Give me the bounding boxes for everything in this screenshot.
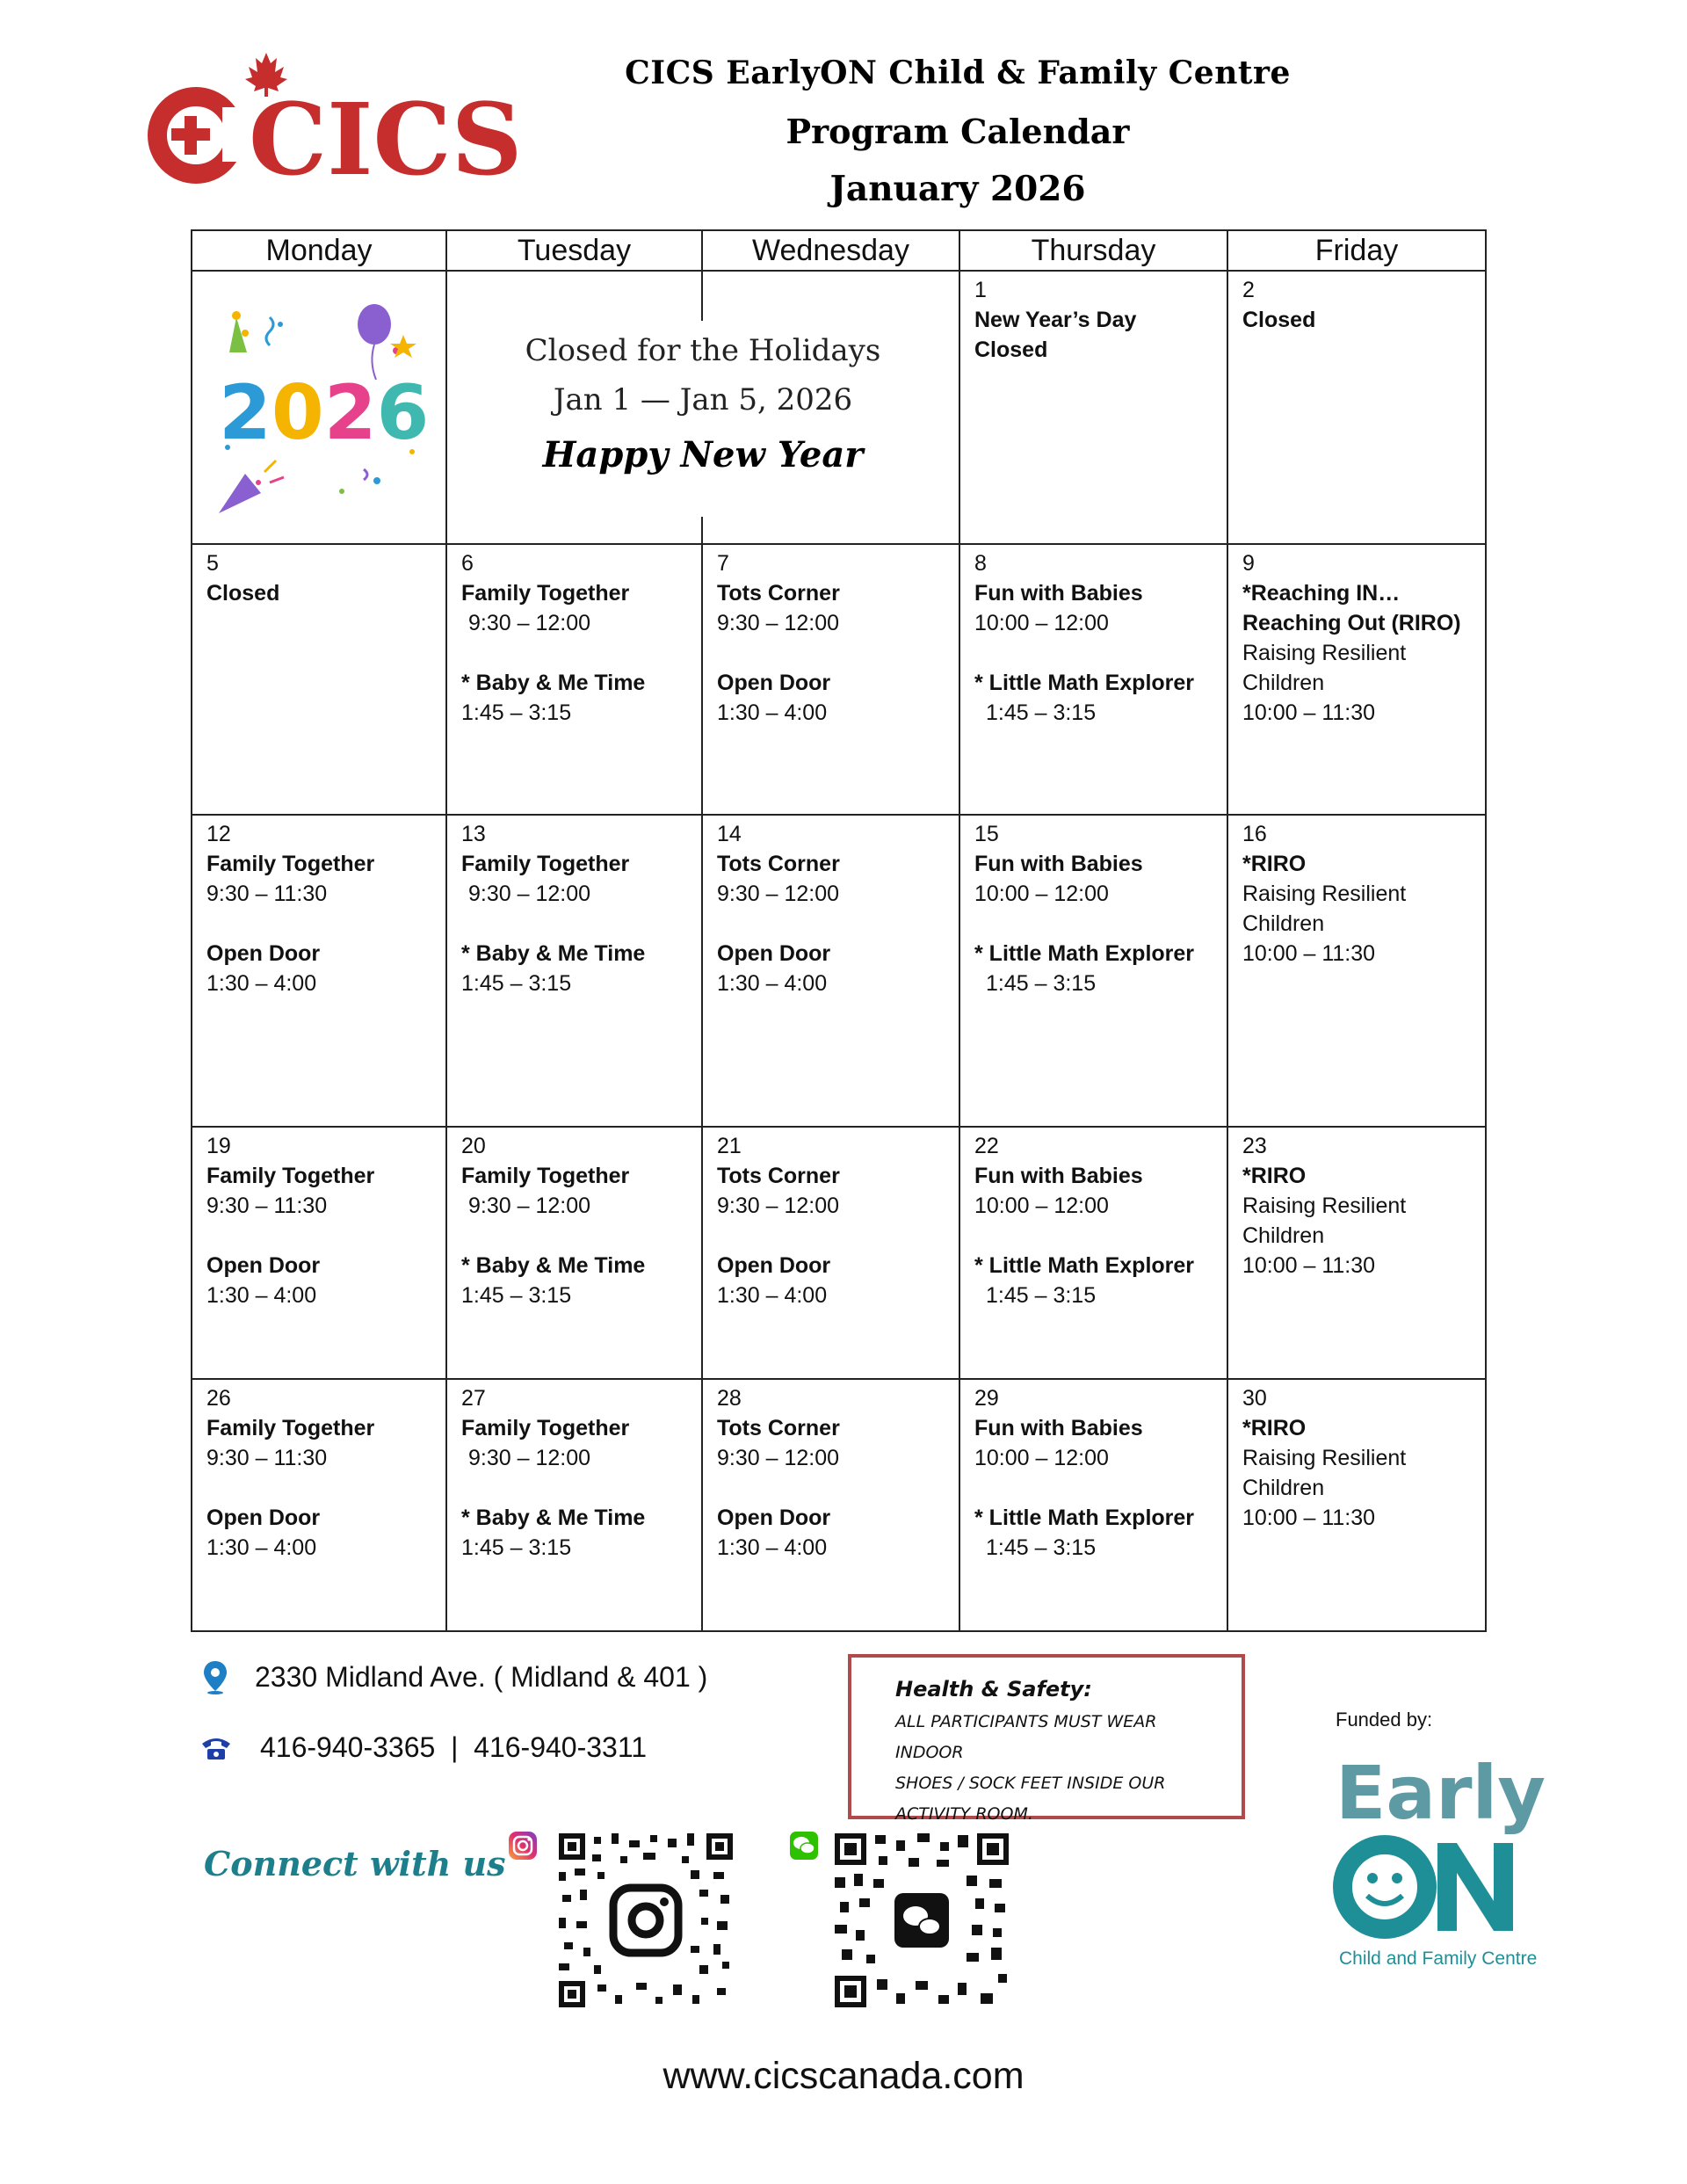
centre-title: CICS EarlyON Child & Family Centre	[625, 54, 1291, 91]
day-cell	[192, 544, 446, 815]
week-row	[192, 1379, 1486, 1631]
program-time: 1:45 – 3:15	[461, 700, 572, 725]
day-cell	[702, 815, 959, 1127]
day-number: 2	[1242, 278, 1255, 302]
program-time: 1:45 – 3:15	[986, 700, 1097, 725]
closed-label: Closed	[1242, 308, 1316, 332]
day-number: 30	[1242, 1386, 1267, 1411]
closed-label: Closed	[206, 581, 280, 606]
location-pin-icon	[202, 1659, 228, 1694]
day-number: 5	[206, 551, 219, 576]
program-time: 1:30 – 4:00	[717, 971, 828, 996]
week-row	[192, 544, 1486, 815]
program-time: 10:00 – 12:00	[974, 882, 1109, 906]
happy-new-year-text: Happy New Year	[542, 434, 864, 475]
day-cell	[192, 1379, 446, 1631]
day-number: 23	[1242, 1134, 1267, 1158]
website-url[interactable]: www.cicscanada.com	[662, 2055, 1025, 2097]
program-time: 1:45 – 3:15	[986, 1283, 1097, 1308]
day-number: 16	[1242, 822, 1267, 846]
program-name: Open Door	[206, 1253, 321, 1278]
day-cell	[959, 1379, 1227, 1631]
day-cell	[959, 1127, 1227, 1379]
program-calendar	[191, 229, 1487, 1632]
program-time: 9:30 – 12:00	[468, 611, 591, 635]
program-time: 9:30 – 11:30	[206, 882, 328, 906]
program-time: 9:30 – 12:00	[468, 882, 591, 906]
column-divider	[701, 517, 703, 543]
day-cell	[446, 1127, 702, 1379]
address-text: 2330 Midland Ave. ( Midland & 401 )	[255, 1660, 708, 1693]
day-number: 1	[974, 278, 987, 302]
program-name: Fun with Babies	[974, 1164, 1143, 1188]
day-number: 8	[974, 551, 987, 576]
weekday-header: Thursday	[959, 230, 1227, 271]
program-name: *RIRO	[1242, 1164, 1307, 1188]
program-name: * Little Math Explorer	[974, 1506, 1195, 1530]
program-time: 1:45 – 3:15	[461, 1283, 572, 1308]
week-row	[192, 815, 1486, 1127]
program-subtitle: Raising Resilient Children	[1242, 1446, 1407, 1500]
day-cell	[702, 1127, 959, 1379]
program-name: Open Door	[717, 941, 831, 966]
day-cell	[1227, 815, 1486, 1127]
day-number: 26	[206, 1386, 231, 1411]
earlyon-logo-word: Early	[1336, 1750, 1546, 1836]
day-cell	[959, 544, 1227, 815]
holiday-closed-text: Closed for the Holidays	[525, 333, 881, 368]
program-name: Tots Corner	[717, 1164, 840, 1188]
logo-text: CICS	[249, 83, 523, 198]
qr-code[interactable]	[559, 1833, 733, 2007]
day-number: 22	[974, 1134, 999, 1158]
program-name: Open Door	[717, 1506, 831, 1530]
day-cell	[959, 271, 1227, 544]
day-number: 20	[461, 1134, 486, 1158]
day-number: 28	[717, 1386, 742, 1411]
funded-by-label: Funded by:	[1336, 1709, 1433, 1731]
day-number: 19	[206, 1134, 231, 1158]
program-time: 10:00 – 11:30	[1242, 700, 1376, 725]
phone-numbers: 416-940-3365 | 416-940-3311	[260, 1731, 648, 1763]
day-number: 14	[717, 822, 742, 846]
program-time: 9:30 – 12:00	[717, 1194, 840, 1218]
program-name: * Baby & Me Time	[461, 1253, 646, 1278]
program-name: Fun with Babies	[974, 1416, 1143, 1440]
earlyon-logo	[1325, 1745, 1545, 1982]
program-time: 9:30 – 11:30	[206, 1194, 328, 1218]
program-name: * Little Math Explorer	[974, 671, 1195, 695]
day-number: 9	[1242, 551, 1255, 576]
holiday-banner	[447, 326, 959, 486]
program-name: Family Together	[461, 852, 630, 876]
program-name: Reaching Out (RIRO)	[1242, 611, 1461, 635]
day-cell	[446, 1379, 702, 1631]
closed-label: Closed	[974, 337, 1048, 362]
column-divider	[701, 272, 703, 321]
program-time: 10:00 – 11:30	[1242, 1253, 1376, 1278]
program-time: 10:00 – 11:30	[1242, 941, 1376, 966]
qr-code[interactable]	[835, 1833, 1009, 2007]
program-subtitle: Raising Resilient Children	[1242, 641, 1407, 695]
week-row	[192, 271, 1486, 544]
program-time: 9:30 – 12:00	[468, 1446, 591, 1470]
phone-row	[199, 1731, 647, 1764]
health-safety-title: Health & Safety:	[895, 1677, 1092, 1701]
program-time: 1:30 – 4:00	[717, 700, 828, 725]
program-name: Open Door	[717, 1253, 831, 1278]
holiday-date-range: Jan 1 — Jan 5, 2026	[553, 382, 853, 417]
weekday-header: Tuesday	[446, 230, 702, 271]
weekday-header: Friday	[1227, 230, 1486, 271]
health-safety-notice	[848, 1654, 1245, 1824]
program-name: Fun with Babies	[974, 581, 1143, 606]
cics-logo	[145, 46, 523, 198]
program-name: Family Together	[206, 1416, 375, 1440]
day-number: 7	[717, 551, 729, 576]
connect-with-us-label: Connect with us	[204, 1844, 506, 1883]
address-row	[202, 1659, 707, 1694]
health-safety-text: SHOES / SOCK FEET INSIDE OUR	[895, 1774, 1166, 1793]
program-name: Open Door	[717, 671, 831, 695]
day-number: 21	[717, 1134, 742, 1158]
program-name: * Baby & Me Time	[461, 1506, 646, 1530]
program-name: * Little Math Explorer	[974, 1253, 1195, 1278]
program-time: 1:30 – 4:00	[206, 1535, 317, 1560]
program-time: 1:45 – 3:15	[986, 971, 1097, 996]
calendar-month: January 2026	[829, 169, 1086, 209]
program-name: Open Door	[206, 941, 321, 966]
day-cell	[702, 1379, 959, 1631]
holiday-name: New Year’s Day	[974, 308, 1137, 332]
health-safety-text: ALL PARTICIPANTS MUST WEAR INDOOR	[895, 1712, 1157, 1762]
program-name: Family Together	[461, 581, 630, 606]
program-name: Tots Corner	[717, 1416, 840, 1440]
program-name: *RIRO	[1242, 852, 1307, 876]
day-cell	[446, 544, 702, 815]
program-time: 1:30 – 4:00	[206, 1283, 317, 1308]
program-name: *RIRO	[1242, 1416, 1307, 1440]
program-time: 1:30 – 4:00	[717, 1283, 828, 1308]
new-year-graphic-cell	[192, 271, 446, 544]
program-time: 1:45 – 3:15	[461, 1535, 572, 1560]
earlyon-logo-caption: Child and Family Centre	[1339, 1948, 1538, 1969]
program-time: 1:30 – 4:00	[717, 1535, 828, 1560]
program-time: 9:30 – 12:00	[468, 1194, 591, 1218]
program-name: Tots Corner	[717, 852, 840, 876]
program-time: 10:00 – 12:00	[974, 1194, 1109, 1218]
program-name: * Baby & Me Time	[461, 671, 646, 695]
program-time: 10:00 – 11:30	[1242, 1506, 1376, 1530]
program-name: *Reaching IN…	[1242, 581, 1401, 606]
day-number: 12	[206, 822, 231, 846]
program-time: 10:00 – 12:00	[974, 1446, 1109, 1470]
program-name: Fun with Babies	[974, 852, 1143, 876]
day-cell	[1227, 1127, 1486, 1379]
program-name: Open Door	[206, 1506, 321, 1530]
program-time: 9:30 – 12:00	[717, 882, 840, 906]
day-number: 6	[461, 551, 474, 576]
program-time: 9:30 – 11:30	[206, 1446, 328, 1470]
program-name: Family Together	[461, 1416, 630, 1440]
weekday-header: Monday	[192, 230, 446, 271]
wechat-icon[interactable]	[789, 1831, 819, 1861]
program-name: Family Together	[461, 1164, 630, 1188]
day-cell	[1227, 271, 1486, 544]
weekday-header: Wednesday	[702, 230, 959, 271]
program-time: 1:30 – 4:00	[206, 971, 317, 996]
day-cell	[959, 815, 1227, 1127]
day-cell	[446, 815, 702, 1127]
day-cell	[702, 544, 959, 815]
program-subtitle: Raising Resilient Children	[1242, 1194, 1407, 1248]
program-time: 9:30 – 12:00	[717, 611, 840, 635]
instagram-icon[interactable]	[508, 1831, 538, 1861]
calendar-subtitle: Program Calendar	[786, 112, 1130, 151]
program-name: Family Together	[206, 852, 375, 876]
program-name: Tots Corner	[717, 581, 840, 606]
program-time: 1:45 – 3:15	[461, 971, 572, 996]
new-year-2026-image	[192, 272, 447, 535]
week-row	[192, 1127, 1486, 1379]
day-cell	[1227, 1379, 1486, 1631]
day-number: 29	[974, 1386, 999, 1411]
day-cell	[192, 815, 446, 1127]
day-number: 15	[974, 822, 999, 846]
program-name: * Baby & Me Time	[461, 941, 646, 966]
program-subtitle: Raising Resilient Children	[1242, 882, 1407, 936]
program-time: 10:00 – 12:00	[974, 611, 1109, 635]
day-number: 27	[461, 1386, 486, 1411]
holiday-closure-cell	[446, 271, 959, 544]
day-cell	[192, 1127, 446, 1379]
program-time: 9:30 – 12:00	[717, 1446, 840, 1470]
program-time: 1:45 – 3:15	[986, 1535, 1097, 1560]
day-number: 13	[461, 822, 486, 846]
phone-icon	[199, 1735, 234, 1761]
program-name: Family Together	[206, 1164, 375, 1188]
weekday-header-row	[192, 230, 1486, 271]
program-name: * Little Math Explorer	[974, 941, 1195, 966]
year-2026-text: 2026	[219, 369, 430, 457]
health-safety-text: ACTIVITY ROOM.	[895, 1804, 1033, 1824]
day-cell	[1227, 544, 1486, 815]
